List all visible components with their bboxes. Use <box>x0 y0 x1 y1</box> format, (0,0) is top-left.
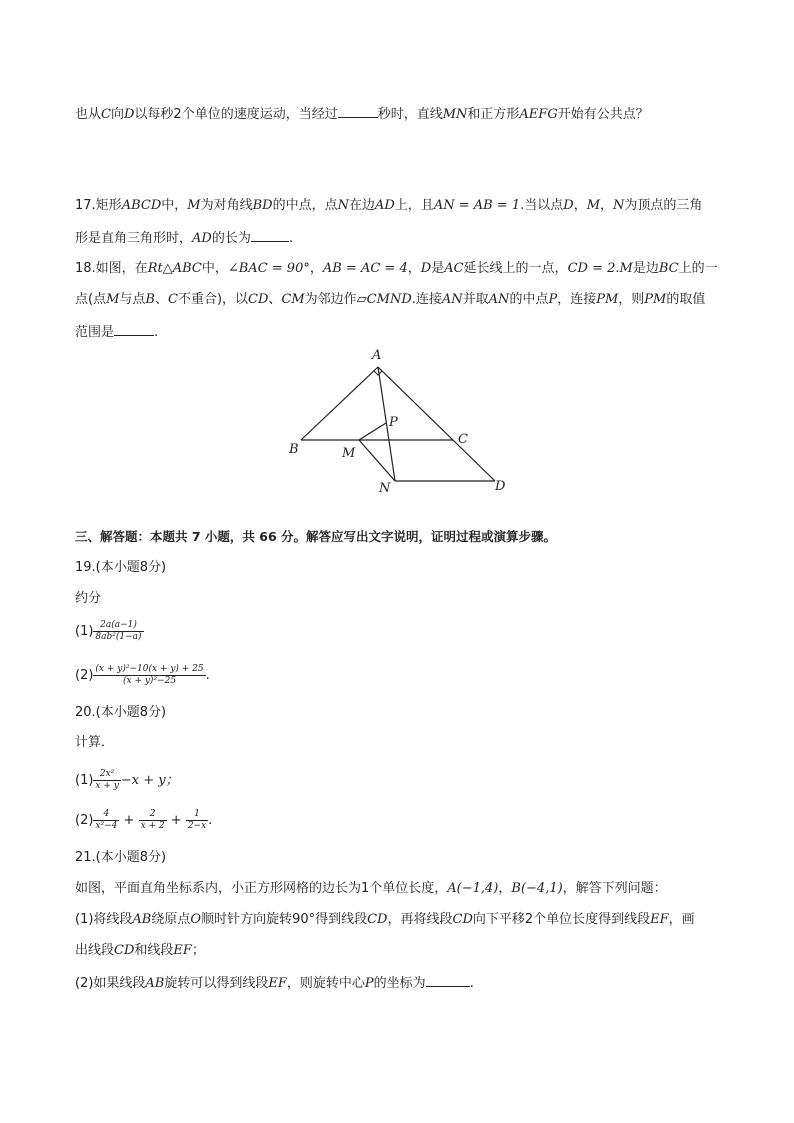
text: 17.矩形 <box>75 198 122 213</box>
math-var: M <box>106 292 120 307</box>
q17-line-2 <box>75 228 293 248</box>
q20-part-1 <box>75 769 179 792</box>
text: 出线段 <box>75 943 115 958</box>
fraction <box>93 809 119 832</box>
text: 的取值 <box>666 292 706 307</box>
math-var: CD <box>248 292 269 307</box>
math-var: EF <box>173 943 192 958</box>
math-var: BC <box>658 261 679 276</box>
denominator: (x + y)²−25 <box>123 676 177 686</box>
geometry-figure <box>270 340 530 500</box>
numerator: 1 <box>186 809 208 821</box>
text: . <box>154 325 159 340</box>
text: 和线段 <box>134 943 174 958</box>
text: 为顶点的三角 <box>624 198 703 213</box>
text: ， <box>573 198 587 213</box>
text: (2)如果线段 <box>75 976 146 991</box>
text: ， <box>600 198 614 213</box>
math-var: PM <box>644 292 667 307</box>
text: 是边 <box>632 261 659 276</box>
fraction <box>93 664 205 687</box>
fraction <box>93 769 120 792</box>
numerator: 2a(a−1) <box>93 620 143 632</box>
math-var: AD <box>192 231 212 246</box>
math-var: AB <box>145 976 165 991</box>
text: 延长线上的一点， <box>463 261 568 276</box>
math-expr: CD = 2 <box>567 261 616 276</box>
math-expr: A(−1,4) <box>447 881 499 896</box>
math-var: B <box>145 292 155 307</box>
text: 的中点 <box>509 292 549 307</box>
math-var: MN <box>442 107 468 122</box>
text: 范围是 <box>75 325 115 340</box>
math-var: M <box>187 198 201 213</box>
math-var: AC <box>444 261 464 276</box>
q21-line-3 <box>75 942 205 960</box>
text: 形是直角三角形时， <box>75 231 193 246</box>
text: 为对角线 <box>200 198 253 213</box>
math-var: M <box>586 198 601 213</box>
math-expr: ▱CMND <box>356 292 412 307</box>
text: 如图，平面直角坐标系内，小正方形网格的边长为1个单位长度， <box>75 881 448 896</box>
text: 点(点 <box>75 292 107 307</box>
math-var: AEFG <box>519 107 558 122</box>
text: 以每秒2个单位的速度运动，当经过 <box>134 107 338 122</box>
math-var: P <box>364 976 374 991</box>
text: 并取 <box>462 292 489 307</box>
q21-title: 21.(本小题8分) <box>75 850 167 865</box>
text: 向下平移2个单位长度得到线段 <box>472 912 651 927</box>
text: (1)将线段 <box>75 912 133 927</box>
denominator: x + 2 <box>140 821 165 831</box>
numerator: 4 <box>93 809 119 821</box>
q19-part-1 <box>75 620 144 643</box>
text: (1) <box>75 773 94 788</box>
text: . <box>208 813 213 828</box>
math-var: PM <box>596 292 619 307</box>
text: (2) <box>75 813 94 828</box>
math-var: P <box>548 292 558 307</box>
math-expr: B(−4,1) <box>511 881 563 896</box>
math-var: AD <box>374 198 395 213</box>
label-M: M <box>342 446 356 461</box>
text: (1) <box>75 624 94 639</box>
q18-line-3 <box>75 322 158 342</box>
segment-AB <box>301 367 378 440</box>
fraction <box>139 809 167 832</box>
denominator: 8ab²(1−a) <box>95 632 142 642</box>
text: 、 <box>268 292 282 307</box>
text: ，则旋转中心 <box>286 976 365 991</box>
math-var: D <box>563 198 574 213</box>
text: 是 <box>431 261 445 276</box>
math-var: ABCD <box>121 198 162 213</box>
text: . <box>288 231 293 246</box>
section-3-heading: 三、解答题：本题共 7 小题，共 66 分。解答应写出文字说明，证明过程或演算步骤。 <box>75 529 557 544</box>
math-var: BD <box>252 198 273 213</box>
q18-line-2 <box>75 291 705 309</box>
right-angle-mark <box>374 371 382 375</box>
text: 向 <box>110 107 124 122</box>
text: ，连接 <box>557 292 597 307</box>
math-var: D <box>123 107 135 122</box>
text: 绕原点 <box>151 912 191 927</box>
math-var: EF <box>268 976 287 991</box>
text: 与点 <box>119 292 146 307</box>
fraction <box>186 809 208 832</box>
denominator: x²−4 <box>95 821 118 831</box>
q19-title: 19.(本小题8分) <box>75 560 167 575</box>
numerator: (x + y)²−10(x + y) + 25 <box>95 664 204 674</box>
text: 在边 <box>348 198 375 213</box>
math-var: EF <box>650 912 669 927</box>
text: ，再将线段 <box>387 912 453 927</box>
q21-line-4 <box>75 973 474 993</box>
text: 不重合)，以 <box>177 292 249 307</box>
plus-sign: + <box>170 813 182 828</box>
label-B: B <box>289 442 299 457</box>
text: 秒时，直线 <box>377 107 443 122</box>
q20-part-2 <box>75 809 212 832</box>
text: ， <box>309 261 323 276</box>
math-var: N <box>613 198 625 213</box>
math-var: C <box>101 107 111 122</box>
fraction <box>93 620 143 643</box>
text: 18.如图，在 <box>75 261 148 276</box>
q21-line-1 <box>75 880 667 898</box>
math-var: M <box>619 261 633 276</box>
math-var: CD <box>367 912 388 927</box>
math-var: AN <box>488 292 510 307</box>
q21-line-2 <box>75 911 695 929</box>
text: ，则 <box>618 292 645 307</box>
answer-blank[interactable] <box>338 104 378 118</box>
label-C: C <box>458 432 468 447</box>
answer-blank[interactable] <box>251 228 289 242</box>
text: 的中点，点 <box>272 198 338 213</box>
text: ， <box>407 261 421 276</box>
text: 和正方形 <box>467 107 520 122</box>
text: ； <box>191 943 205 958</box>
answer-blank[interactable] <box>426 973 470 987</box>
q20-title: 20.(本小题8分) <box>75 705 167 720</box>
text: 、 <box>154 292 168 307</box>
text: .连接 <box>411 292 442 307</box>
segment-PM <box>359 423 386 440</box>
math-expr: AB = AC = 4 <box>322 261 408 276</box>
math-expr: △ABC <box>162 261 202 276</box>
math-var: O <box>190 912 202 927</box>
q19-task: 约分 <box>75 591 102 606</box>
label-N: N <box>379 481 391 496</box>
text: 中， <box>201 261 228 276</box>
math-expr: −x + y； <box>120 773 179 788</box>
text: 旋转可以得到线段 <box>164 976 269 991</box>
text: ， <box>498 881 512 896</box>
plus-sign: + <box>123 813 135 828</box>
text: . <box>205 668 210 683</box>
denominator: 2−x <box>187 821 207 831</box>
math-var: AB <box>132 912 152 927</box>
text: .当以点 <box>520 198 564 213</box>
text: 中， <box>161 198 188 213</box>
text: 顺时针方向旋转90°得到线段 <box>201 912 368 927</box>
answer-blank[interactable] <box>114 322 154 336</box>
math-var: D <box>420 261 432 276</box>
q16-tail-line <box>75 104 649 124</box>
text: ，解答下列问题： <box>562 881 667 896</box>
numerator: 2 <box>139 809 167 821</box>
math-var: C <box>167 292 178 307</box>
label-P: P <box>389 415 398 430</box>
text: 上的一 <box>678 261 718 276</box>
math-var: AN <box>441 292 463 307</box>
label-A: A <box>372 348 382 363</box>
q17-line-1 <box>75 197 702 215</box>
math-expr: AN = AB = 1 <box>433 198 521 213</box>
text: 为邻边作 <box>304 292 357 307</box>
text: 的坐标为 <box>373 976 426 991</box>
text: ，画 <box>668 912 695 927</box>
text: . <box>469 976 474 991</box>
text: 的长为 <box>211 231 251 246</box>
text: 也从 <box>75 107 102 122</box>
math-var: CD <box>452 912 473 927</box>
text: 开始有公共点？ <box>557 107 649 122</box>
math-var: CM <box>281 292 305 307</box>
text: 上，且 <box>394 198 434 213</box>
denominator: x + y <box>95 781 119 791</box>
math-var: CD <box>114 943 135 958</box>
q19-part-2 <box>75 664 210 687</box>
q20-task: 计算． <box>75 735 115 750</box>
math-var: N <box>337 198 349 213</box>
math-expr: ∠BAC = 90° <box>227 261 310 276</box>
numerator: 2x² <box>93 769 120 781</box>
text: . <box>615 261 620 276</box>
math-var: Rt <box>147 261 163 276</box>
label-D: D <box>495 479 506 494</box>
text: (2) <box>75 668 94 683</box>
q18-line-1 <box>75 260 718 278</box>
